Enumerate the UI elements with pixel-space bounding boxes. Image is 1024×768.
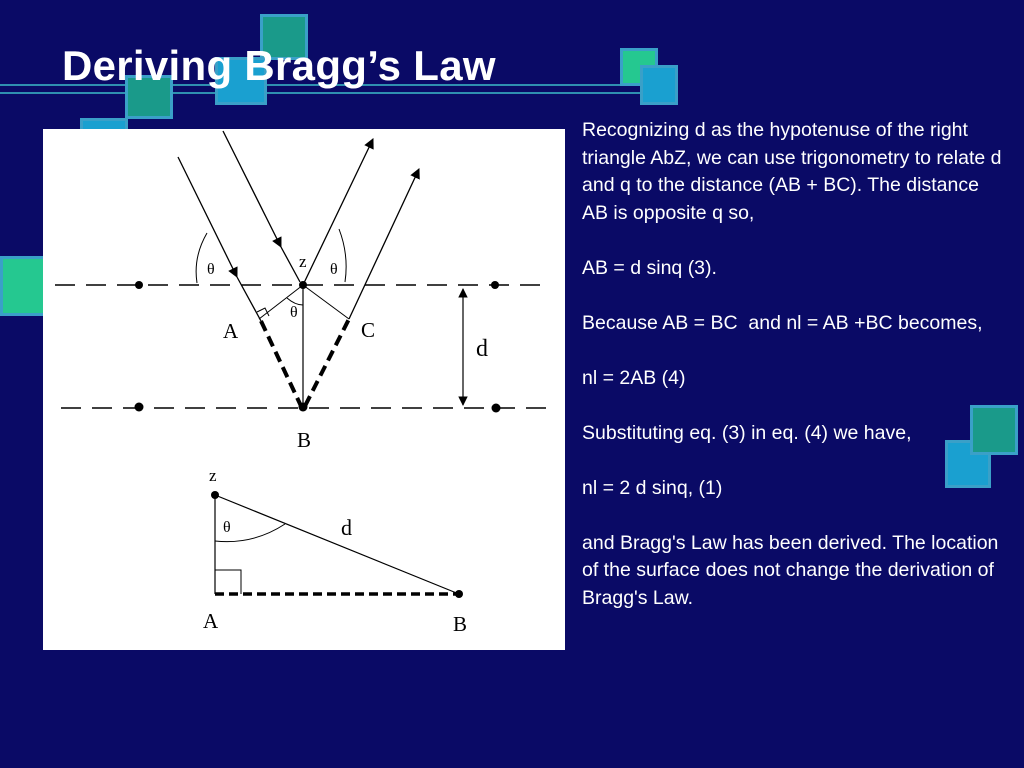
equation-3: AB = d sinq (3). — [582, 256, 717, 279]
label-d-spacing: d — [476, 336, 488, 362]
atom — [135, 403, 144, 412]
right-angle-marker — [257, 308, 269, 316]
incident-ray-2 — [223, 131, 281, 247]
label-B-upper: B — [297, 428, 312, 452]
label-d-hypotenuse: d — [341, 515, 352, 540]
theta-arc-right — [339, 229, 346, 282]
label-theta-left: θ — [207, 261, 215, 278]
label-C-upper: C — [361, 318, 376, 342]
decor-square — [640, 65, 678, 105]
equation-1: nl = 2 d sinq, (1) — [582, 476, 723, 499]
slide-title: Deriving Bragg’s Law — [62, 42, 496, 89]
triangle-right-angle — [215, 570, 241, 594]
theta-arc-left — [196, 233, 207, 283]
bragg-diagram — [43, 129, 565, 650]
label-theta-lower: θ — [223, 519, 231, 536]
atom — [491, 281, 499, 289]
label-theta-middle: θ — [290, 304, 298, 321]
bragg-diagram-panel — [43, 129, 565, 650]
atom — [492, 404, 501, 413]
reflected-ray-2 — [349, 169, 419, 319]
equation-4: nl = 2AB (4) — [582, 366, 686, 389]
triangle-point-b — [455, 590, 463, 598]
atom — [135, 281, 143, 289]
path-AB — [261, 321, 301, 406]
paragraph-because: Because AB = BC and nl = AB +BC becomes, — [582, 311, 983, 334]
path-BC — [305, 319, 349, 406]
paragraph-hypotenuse: Recognizing d as the hypotenuse of the right triangle AbZ, we can use trigonometry to relate d and q to the distance (AB + BC). The distance AB is opposite q so, — [582, 119, 1007, 224]
incident-ray-2-continued — [281, 247, 300, 282]
label-B-lower: B — [453, 612, 468, 636]
label-z-lower: z — [209, 466, 217, 485]
triangle-point-z — [211, 491, 219, 499]
paragraph-substituting: Substituting eq. (3) in eq. (4) we have, — [582, 421, 912, 444]
label-z-upper: z — [299, 252, 307, 271]
decor-square — [0, 256, 46, 316]
perpendicular-ZC — [303, 285, 349, 319]
explanation-text — [582, 117, 1007, 612]
label-theta-right: θ — [330, 261, 338, 278]
paragraph-conclusion: and Bragg's Law has been derived. The location of the surface does not change the derivation of Bragg's Law. — [582, 531, 1004, 609]
label-A-lower: A — [203, 609, 219, 633]
reflected-ray-1 — [303, 139, 373, 285]
decor-line-bottom — [0, 92, 640, 94]
label-A-upper: A — [223, 319, 239, 343]
incident-ray-1-continued — [237, 277, 261, 321]
incident-ray-1 — [178, 157, 237, 277]
triangle-hypotenuse-d — [215, 495, 459, 594]
